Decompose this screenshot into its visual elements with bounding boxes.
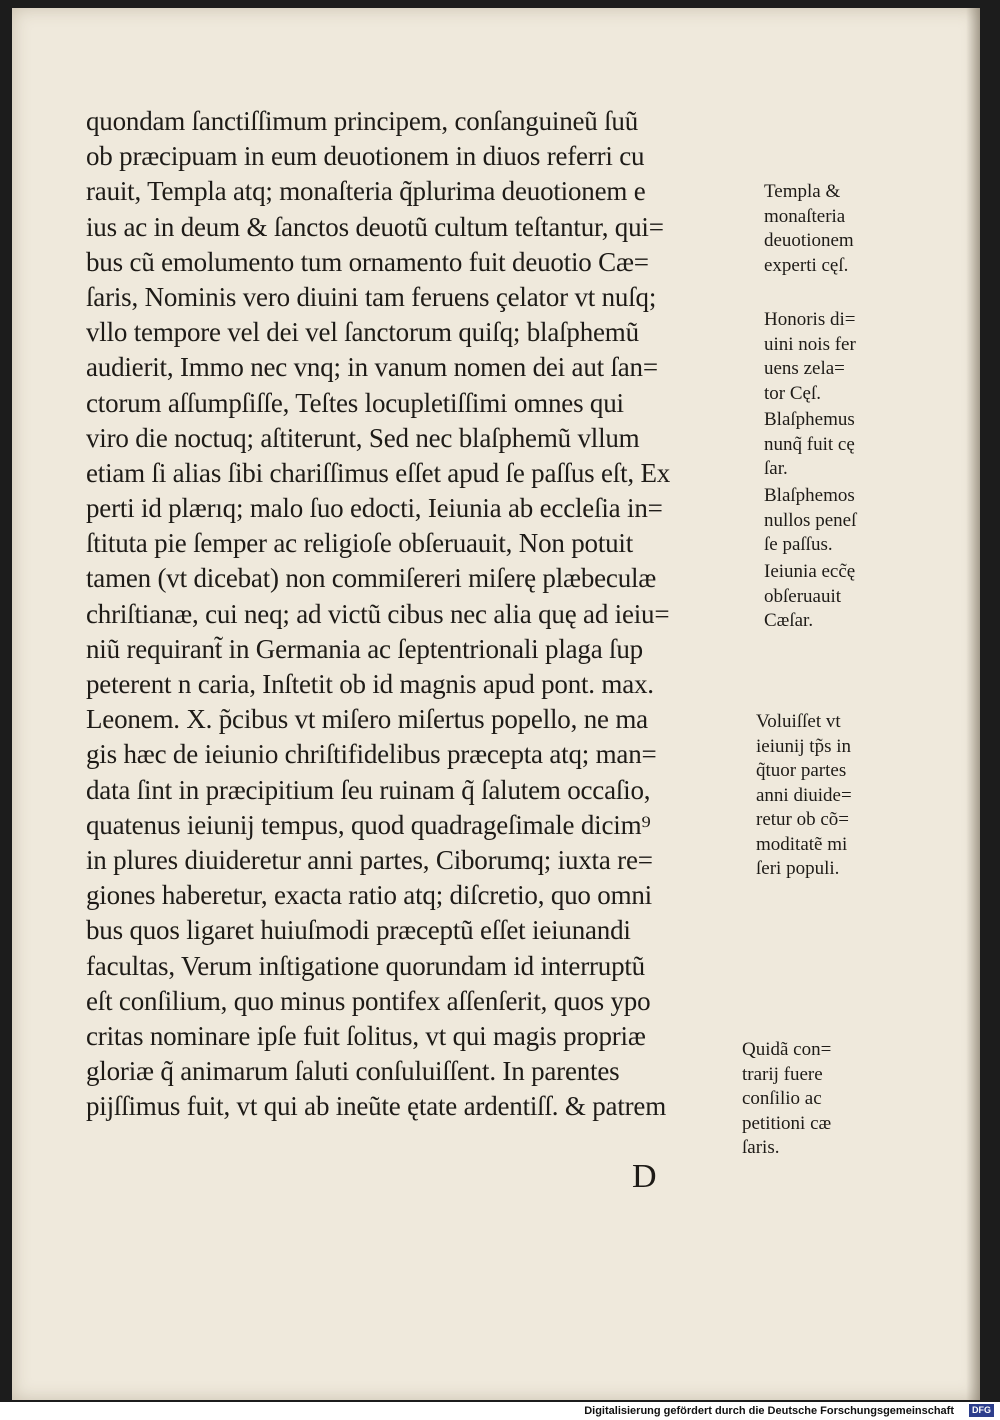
margin-note-line: uini nois fer [764, 333, 856, 355]
text-line: ſaris, Nominis vero diuini tam feruens çelator vt nuſq; [86, 281, 657, 312]
margin-note-line: experti cęſ. [764, 254, 849, 276]
margin-note-line: Blaſphemos [764, 485, 855, 506]
text-line: ſtituta pie ſemper ac religioſe obſeruauit, Non potuit [86, 528, 634, 559]
dfg-logo: DFG [969, 1404, 994, 1417]
signature-mark: D [632, 1158, 657, 1195]
margin-note-voluisset [756, 710, 852, 882]
text-line: peterent n caria, Inſtetit ob id magnis apud pont. max. [86, 669, 654, 699]
margin-note-line: trarij fuere [742, 1063, 823, 1085]
text-line: critas nominare ipſe fuit ſolitus, vt qui magis propriæ [86, 1020, 646, 1051]
margin-note-line: ieiunij tp̃s in [756, 735, 851, 757]
text-line: eſt conſilium, quo minus pontifex aſſenſerit, quos ypo [86, 985, 651, 1016]
margin-note-honoris [764, 308, 856, 406]
margin-note-blasphemos [764, 484, 856, 558]
margin-note-line: ſeri populi. [756, 858, 840, 879]
margin-note-line: Blaſphemus [764, 409, 855, 430]
margin-note-line: tor Cęſ. [764, 382, 821, 404]
text-line: bus quos ligaret huiuſmodi præceptũ eſſet ieiunandi [86, 915, 631, 946]
text-line: in plures diuideretur anni partes, Ciborumq; iuxta re= [86, 844, 653, 875]
text-line: vllo tempore vel dei vel ſanctorum quiſq; blaſphemũ [86, 317, 639, 348]
text-line: audierit, Immo nec vnq; in vanum nomen dei aut ſan= [86, 352, 658, 383]
text-line: gis hæc de ieiunio chriſtifidelibus præcepta atq; man= [86, 739, 657, 770]
text-line: niũ requirant̃ in Germania ac ſeptentrionali plaga ſup [86, 633, 643, 664]
margin-note-line: retur ob cõ= [756, 809, 850, 830]
text-line: tamen (vt dicebat) non commiſereri miſerę plæbeculæ [86, 563, 657, 594]
margin-note-ieiunia [764, 560, 855, 634]
margin-note-line: monaſteria [764, 205, 846, 227]
text-line: ob præcipuam in eum deuotionem in diuos referri cu [86, 141, 645, 172]
text-line: perti id plærıq; malo ſuo edocti, Ieiunia ab eccleſia in= [86, 493, 663, 524]
margin-note-templa [764, 180, 854, 278]
margin-note-line: Quidã con= [742, 1039, 832, 1060]
margin-note-line: obſeruauit [764, 585, 842, 607]
text-line: pijſſimus fuit, vt qui ab ineũte ętate ardentiſſ. & patrem [86, 1091, 667, 1122]
margin-note-line: conſilio ac [742, 1088, 822, 1109]
margin-note-line: ſaris. [742, 1137, 780, 1158]
margin-note-line: q̃tuor partes [756, 760, 847, 781]
margin-note-line: Cæſar. [764, 610, 814, 631]
text-line: bus cũ emolumento tum ornamento fuit deuotio Cæ= [86, 246, 649, 277]
margin-note-line: nullos peneſ [764, 509, 857, 531]
margin-note-line: Ieiunia ecc̃ę [764, 561, 856, 582]
margin-note-line: petitioni cæ [742, 1112, 832, 1134]
text-line: facultas, Verum inſtigatione quorundam id interruptũ [86, 950, 645, 981]
margin-note-line: deuotionem [764, 230, 854, 251]
margin-note-line: Templa & [764, 181, 841, 202]
margin-note-line: Honoris di= [764, 309, 856, 330]
book-page [12, 8, 980, 1400]
text-line: etiam ſi alias ſibi chariſſimus eſſet apud ſe paſſus eſt, Ex [86, 457, 671, 488]
margin-note-line: anni diuide= [756, 784, 852, 806]
text-line: giones haberetur, exacta ratio atq; diſcretio, quo omni [86, 880, 652, 911]
margin-note-line: Voluiſſet vt [756, 711, 841, 732]
text-line: chriſtianæ, cui neq; ad victũ cibus nec alia quę ad ieiu= [86, 598, 670, 629]
margin-note-blasphemus [764, 408, 855, 482]
text-line: Leonem. X. p̃cibus vt miſero miſertus popello, ne ma [86, 704, 648, 735]
margin-note-line: moditatẽ mi [756, 833, 848, 855]
text-line: viro die noctuq; aſtiterunt, Sed nec blaſphemũ vllum [86, 422, 640, 453]
text-line: ctorum aſſumpſiſſe, Teſtes locupletiſſimi omnes qui [86, 387, 624, 418]
main-text-block [86, 104, 782, 1124]
margin-note-line: uens zela= [764, 358, 845, 379]
text-line: rauit, Templa atq; monaſteria q̃plurima deuotionem e [86, 176, 646, 207]
digitization-credit: Digitalisierung gefördert durch die Deutsche Forschungsgemeinschaft [584, 1405, 954, 1417]
text-line: ius ac in deum & ſanctos deuotũ cultum teſtantur, qui= [86, 211, 664, 242]
margin-note-quidam [742, 1038, 831, 1161]
text-line: data ſint in præcipitium ſeu ruinam q̃ ſalutem occaſio, [86, 774, 651, 805]
margin-note-line: nunq̃ fuit cę [764, 433, 855, 455]
margin-note-line: ſe paſſus. [764, 534, 833, 555]
text-line: quatenus ieiunij tempus, quod quadrageſimale dicim⁹ [86, 809, 651, 840]
margin-note-line: ſar. [764, 458, 788, 479]
text-line: quondam ſanctiſſimum principem, conſanguineũ ſuũ [86, 106, 639, 136]
text-line: gloriæ q̃ animarum ſaluti conſuluiſſent. In parentes [86, 1056, 620, 1087]
